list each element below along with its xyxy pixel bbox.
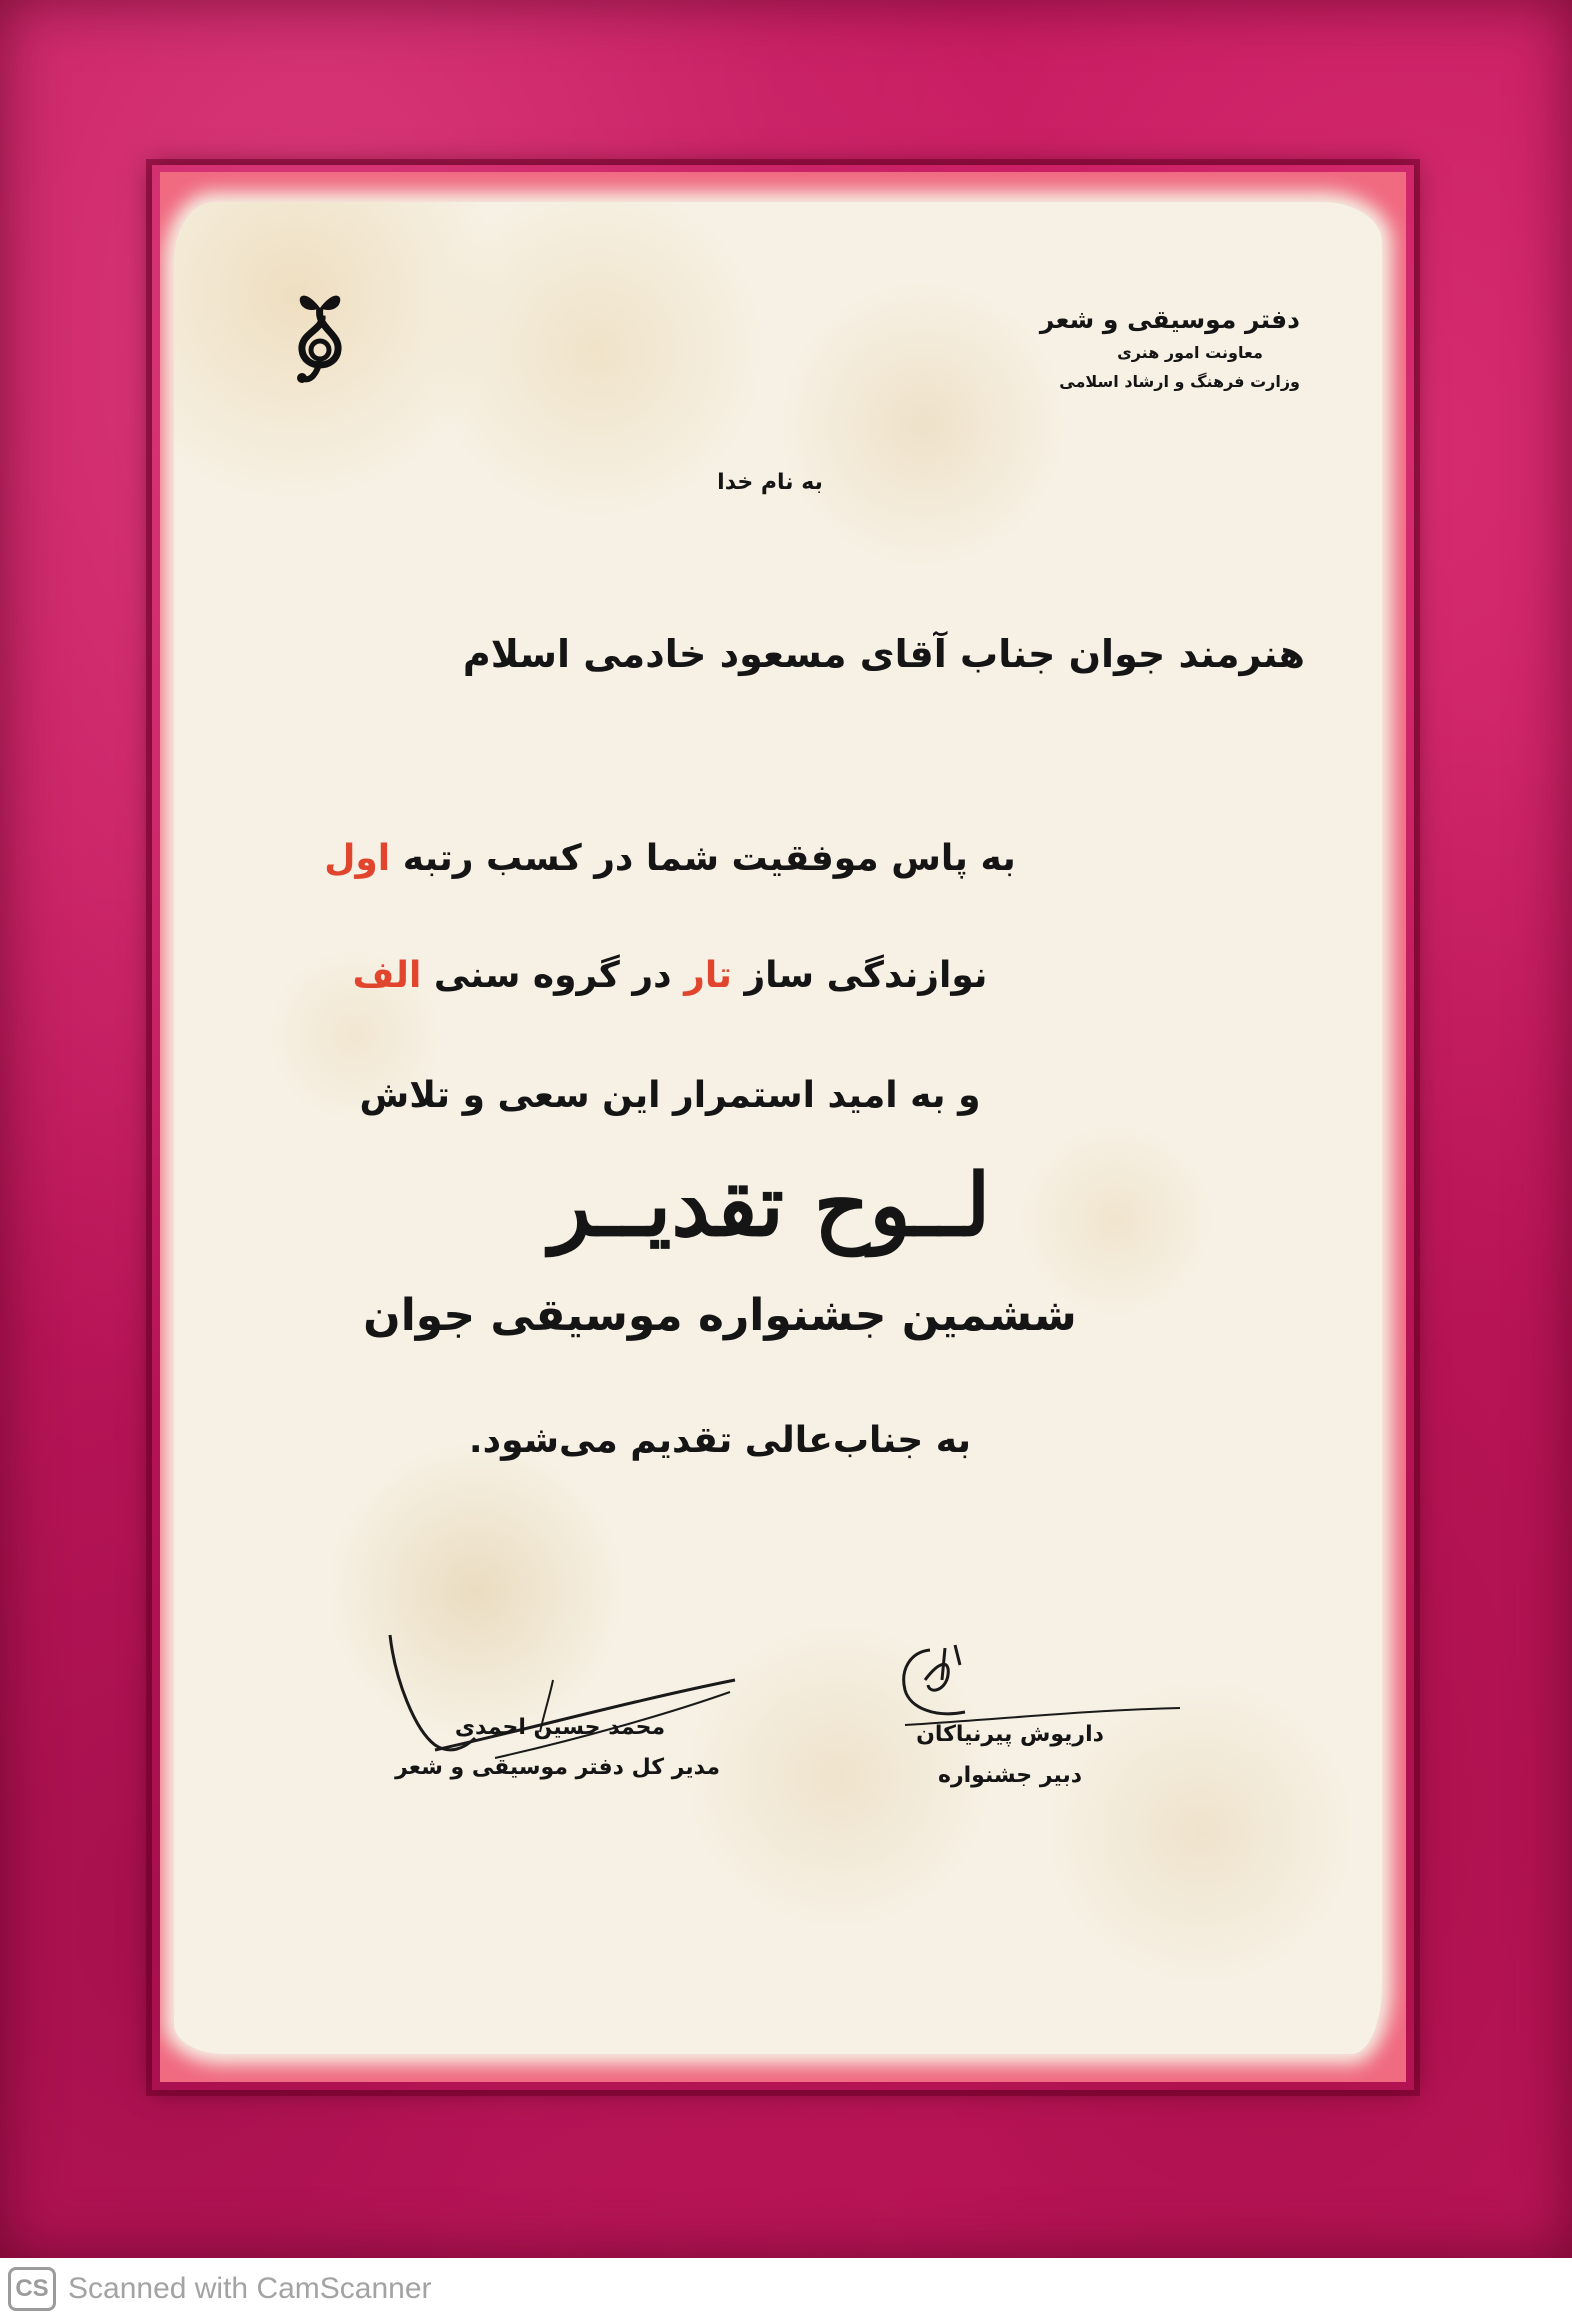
instrument-label: نوازندگی ساز: [744, 955, 988, 996]
organization-department: معاونت امور هنری: [1117, 343, 1263, 362]
certificate-title: لــوح تقدیــر: [549, 1155, 991, 1256]
signatory-right-title: دبیر جشنواره: [937, 1763, 1083, 1788]
instrument-value: تار: [684, 955, 732, 996]
presented-line: به جناب‌عالی تقدیم می‌شود.: [468, 1420, 972, 1461]
achievement-text: به پاس موفقیت شما در کسب رتبه: [402, 838, 1016, 879]
basmala: به نام خدا: [717, 470, 823, 495]
age-group-label: در گروه سنی: [433, 955, 672, 996]
organization-ministry: وزارت فرهنگ و ارشاد اسلامی: [1059, 372, 1300, 391]
camscanner-watermark: [8, 2265, 432, 2313]
signatory-right-name: داریوش پیرنیاکان: [916, 1722, 1104, 1747]
instrument-line: [280, 955, 1060, 996]
camscanner-logo-icon: CS: [8, 2267, 56, 2311]
age-group-value: الف: [352, 955, 422, 996]
recipient-line: هنرمند جوان جناب آقای مسعود خادمی اسلام: [462, 632, 1305, 676]
music-office-logo-icon: [280, 278, 360, 393]
signatory-left-title: مدیر کل دفتر موسیقی و شعر: [395, 1755, 720, 1780]
organization-name: دفتر موسیقی و شعر: [1039, 305, 1300, 334]
rank-value: اول: [324, 838, 391, 879]
achievement-line: [280, 838, 1060, 879]
certificate-paper: [160, 172, 1406, 2082]
hope-line: و به امید استمرار این سعی و تلاش: [359, 1075, 981, 1116]
signatory-left-name: محمد حسین احمدی: [454, 1715, 666, 1740]
camscanner-text: Scanned with CamScanner: [68, 2272, 432, 2305]
festival-name: ششمین جشنواره موسیقی جوان: [363, 1290, 1077, 1341]
